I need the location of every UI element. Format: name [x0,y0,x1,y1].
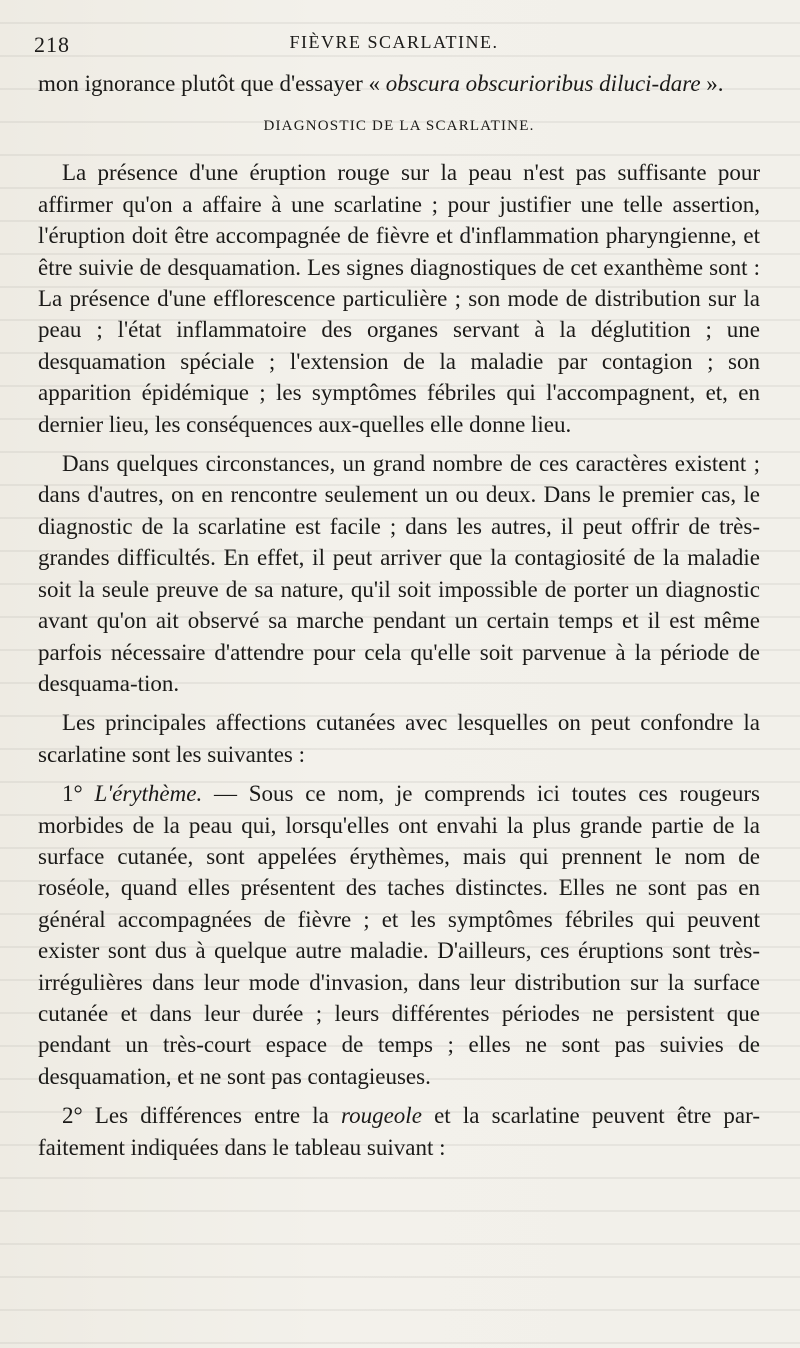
item-number-1: 1° [62,781,95,807]
running-title: FIÈVRE SCARLATINE. [289,32,499,52]
latin-quote: obscura obscurioribus diluci-dare [385,71,701,96]
paragraph-continuation-end: ». [700,71,724,96]
paragraph-continuation [38,68,760,99]
rougeole-text-start: 2° Les différences entre la [62,1103,341,1129]
term-erythema: L'érythème. [94,781,203,807]
paragraph-diagnostic-signs: La présence d'une éruption rouge sur la peau n'est pas suffisante pour affirmer qu'on a affaire à une scarlatine ; pour justifier une telle assertion, l'éruption doit être accompagnée de fièvre et d'inflammation pharyngienne, et être suivie de desquamation. Les signes diagnostiques de cet exanthème sont : La présence d'une efflorescence particulière ; son mode de distribution sur la peau ; l'état inflammatoire des organes servant à la déglutition ; une desquamation spéciale ; l'extension de la maladie par contagion ; son apparition épidémique ; les symptômes fébriles qui l'accompagnent, et, en dernier lieu, les conséquences aux-quelles elle donne lieu. [38,160,760,437]
text-block [38,68,760,1163]
paragraph-erythema [38,778,760,1092]
paragraph-principal-affections: Les principales affections cutanées avec lesquelles on peut confondre la scarlatine sont les suivantes : [38,710,760,767]
page-number: 218 [34,32,70,57]
paragraph-rougeole [38,1100,760,1163]
term-rougeole: rougeole [341,1103,422,1129]
paragraph-continuation-text: mon ignorance plutôt que d'essayer « [38,71,386,96]
section-heading: DIAGNOSTIC DE LA SCARLATINE. [263,118,535,135]
rougeole-text-end: et la scarlatine peuvent être par-faitement indiquées dans le tableau suivant : [38,1103,760,1160]
paragraph-circumstances: Dans quelques circonstances, un grand nombre de ces caractères existent ; dans d'autres, on en rencontre seulement un ou deux. Dans le premier cas, le diagnostic de la scarlatine est facile ; dans les autres, il peut offrir de très-grandes difficultés. En effet, il peut arriver que la contagiosité de la maladie soit la seule preuve de sa nature, qu'il soit impossible de porter un diagnostic avant qu'on ait observé sa marche pendant un certain temps et il est même parfois nécessaire d'attendre pour cela qu'elle soit parvenue à la période de desquama-tion. [38,451,760,696]
running-head [34,30,754,60]
erythema-description: — Sous ce nom, je comprends ici toutes ces rougeurs morbides de la peau qui, lorsqu'elles ont envahi la plus grande partie de la surface cutanée, sont appelées érythèmes, mais qui prennent le nom de roséole, quand elles présentent des taches distinctes. Elles ne sont pas en général accompagnées de fièvre ; et les symptômes fébriles qui peuvent exister sont dus à quelque autre maladie. D'ailleurs, ces éruptions sont très-irrégulières dans leur mode d'invasion, dans leur distribution sur la surface cutanée et dans leur durée ; leurs différentes périodes ne persistent que pendant un très-court espace de temps ; elles ne sont pas suivies de desquamation, et ne sont pas contagieuses. [38,781,760,1089]
